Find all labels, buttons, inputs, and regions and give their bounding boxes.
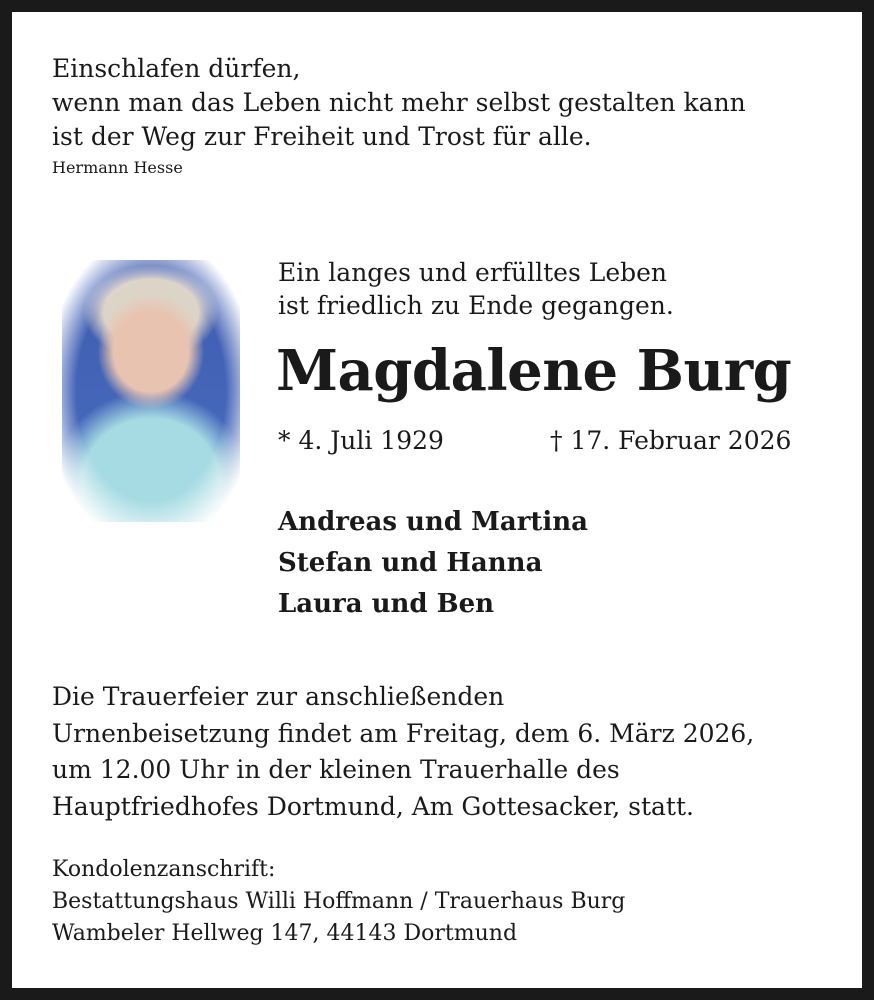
family-list [278,502,588,625]
condolence-address [52,854,625,950]
condolence-line: Kondolenzanschrift: [52,857,276,882]
condolence-line: Wambeler Hellweg 147, 44143 Dortmund [52,921,518,946]
birth-date: * 4. Juli 1929 [278,426,444,455]
service-line: um 12.00 Uhr in der kleinen Trauerhalle des [52,755,620,784]
service-line: Hauptfriedhofes Dortmund, Am Gottesacker, statt. [52,791,694,821]
deceased-name: Magdalene Burg [276,338,792,404]
family-member: Andreas und Martina [278,507,589,537]
service-line: Die Trauerfeier zur anschließenden [52,682,505,711]
quote [52,52,746,154]
intro-text [278,256,674,322]
service-line: Urnenbeisetzung findet am Freitag, dem 6. März 2026, [52,718,755,748]
quote-author: Hermann Hesse [52,158,183,177]
quote-line: Einschlafen dürfen, [52,54,301,83]
family-member: Stefan und Hanna [278,548,543,578]
intro-line: Ein langes und erfülltes Leben [278,258,668,287]
quote-line: wenn man das Leben nicht mehr selbst gestalten kann [52,88,746,117]
death-date: † 17. Februar 2026 [550,426,792,455]
condolence-line: Bestattungshaus Willi Hoffmann / Trauerhaus Burg [52,889,626,914]
quote-line: ist der Weg zur Freiheit und Trost für alle. [52,122,592,151]
family-member: Laura und Ben [278,589,495,619]
portrait-photo [62,260,240,522]
service-info [52,679,754,825]
intro-line: ist friedlich zu Ende gegangen. [278,291,674,320]
